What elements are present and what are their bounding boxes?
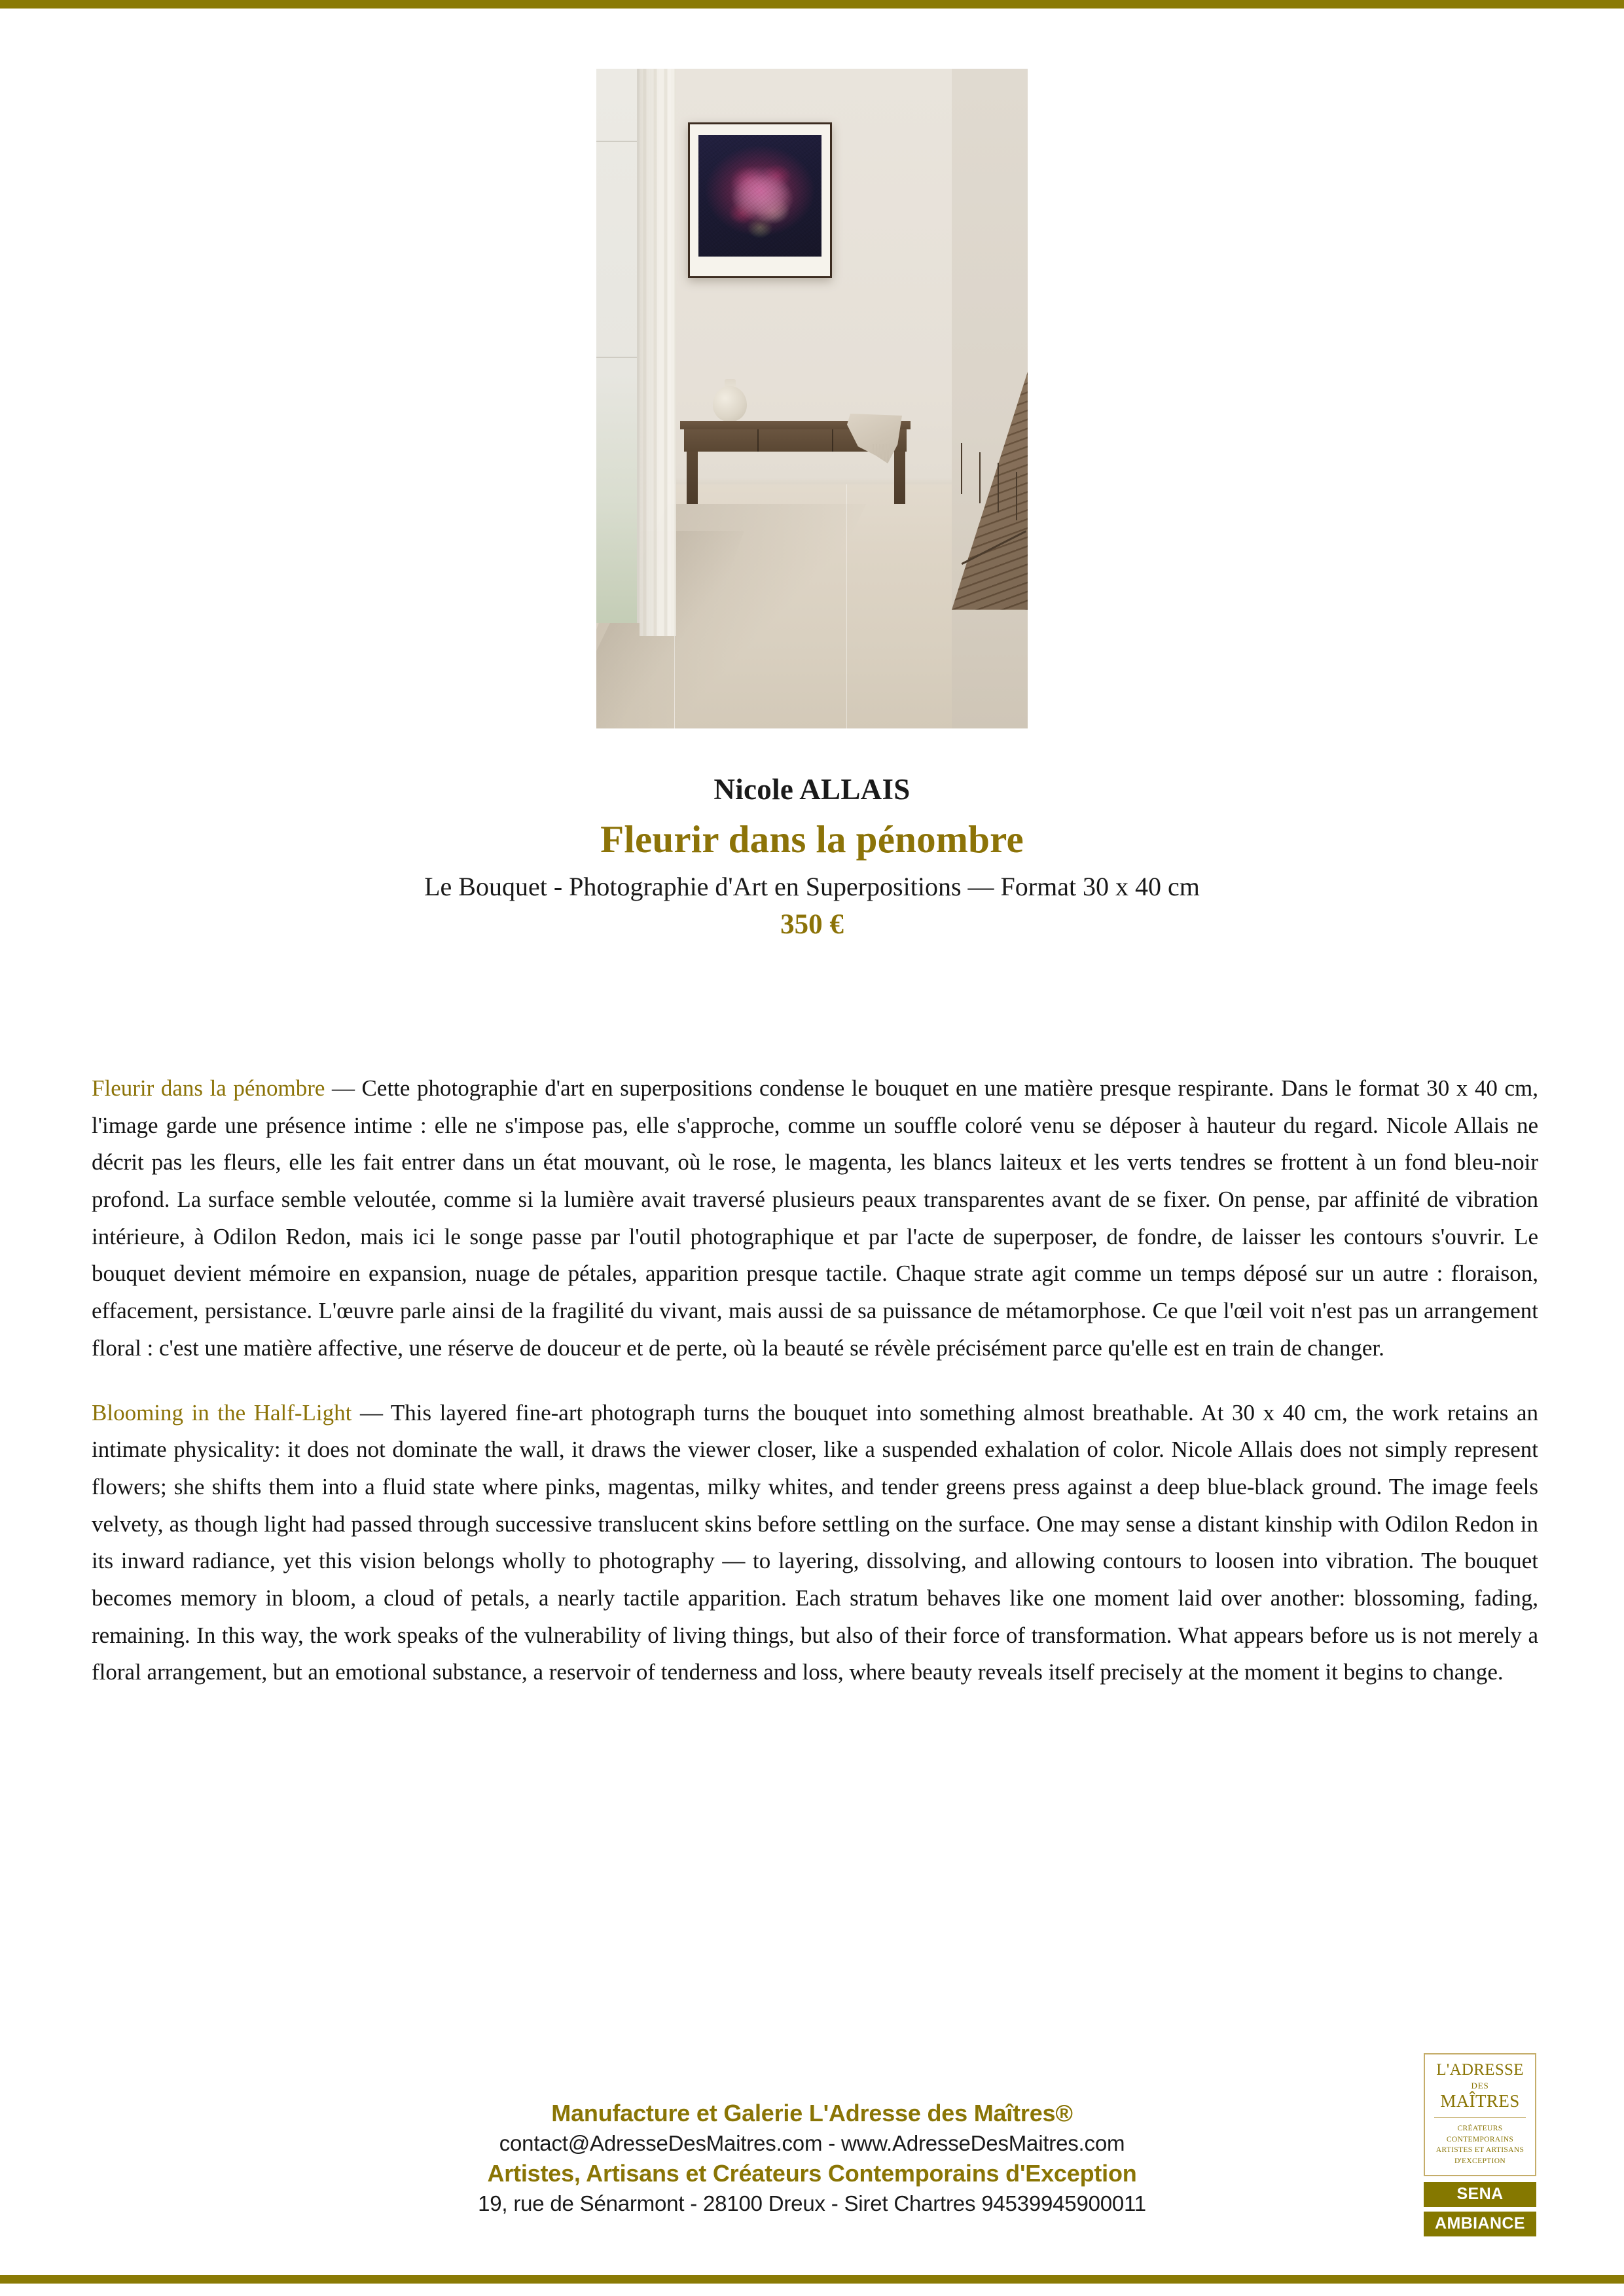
stair-baluster — [979, 452, 981, 503]
stair-baluster — [1016, 472, 1017, 520]
window — [596, 69, 641, 623]
footer-company-name: Manufacture et Galerie L'Adresse des Maîtres® — [551, 2100, 1073, 2126]
stair-wall — [952, 69, 1028, 728]
description-lede-en: Blooming in the Half-Light — [92, 1399, 352, 1426]
work-subtitle: Le Bouquet - Photographie d'Art en Superpositions — Format 30 x 40 cm — [424, 872, 1200, 901]
framed-artwork — [688, 122, 832, 278]
ceramic-vase — [713, 386, 747, 422]
bottom-gold-rule — [0, 2275, 1624, 2284]
floral-photograph — [698, 135, 821, 257]
bench-leg — [894, 452, 905, 504]
window-mullion — [596, 141, 641, 142]
work-price: 350 € — [780, 909, 844, 940]
brand-logo-divider — [1434, 2117, 1526, 2118]
description-lede-fr: Fleurir dans la pénombre — [92, 1075, 325, 1101]
sheer-curtain — [640, 69, 676, 636]
description-paragraph-en — [92, 1395, 1538, 1692]
badge-sena: SENA — [1424, 2182, 1536, 2207]
title-block — [0, 772, 1624, 941]
bench-drawer-seam — [832, 429, 833, 452]
top-gold-rule — [0, 0, 1624, 9]
footer-tagline: Artistes, Artisans et Créateurs Contemporains d'Exception — [487, 2159, 1137, 2187]
description-body-en: — This layered fine-art photograph turns the bouquet into something almost breathable. At 30 x 40 cm, the work retains an intimate physicality: it does not dominate the wall, it draws the viewer closer, like a suspended exhalation of color. Nicole Allais does not simply represent flowers; she shifts them into a fluid state where pinks, magentas, milky whites, and tender greens press against a deep blue-black ground. The image feels velvety, as though light had passed through successive translucent skins before settling on the surface. One may sense a distant kinship with Odilon Redon in its inward radiance, yet this vision belongs wholly to photography — to layering, dissolving, and allowing contours to loosen into vibration. The bouquet becomes memory in bloom, a cloud of petals, a nearly tactile apparition. Each stratum behaves like one moment laid over another: blossoming, fading, remaining. In this way, the work speaks of the vulnerability of living things, but also of their force of transformation. What appears before us is not merely a floral arrangement, but an emotional substance, a reservoir of tenderness and loss, where beauty reveals itself precisely at the moment it begins to change. — [92, 1399, 1538, 1685]
room-wall — [596, 69, 1028, 728]
description-block — [92, 1070, 1538, 1691]
brand-tagline-line1: CRÉATEURS CONTEMPORAINS — [1446, 2124, 1514, 2144]
brand-logo-line1: L'ADRESSE — [1436, 2061, 1524, 2079]
brand-logo-line2: DES — [1471, 2081, 1489, 2091]
stair-baluster — [998, 463, 999, 512]
description-paragraph-fr — [92, 1070, 1538, 1367]
artist-name: Nicole ALLAIS — [713, 773, 911, 806]
badge-ambiance: AMBIANCE — [1424, 2212, 1536, 2236]
stair-baluster — [961, 443, 962, 494]
window-mullion — [596, 357, 641, 358]
brand-logo — [1424, 2053, 1536, 2176]
brand-logo-line3: MAÎTRES — [1440, 2091, 1520, 2111]
footer-contact-links[interactable]: contact@AdresseDesMaitres.com - www.AdresseDesMaitres.com — [499, 2130, 1125, 2155]
brand-tagline-line2: ARTISTES ET ARTISANS — [1435, 2146, 1525, 2155]
work-title: Fleurir dans la pénombre — [600, 817, 1024, 861]
bench-drawer-seam — [757, 429, 759, 452]
description-body-fr: — Cette photographie d'art en superpositions condense le bouquet en une matière presque respirante. Dans le format 30 x 40 cm, l'image garde une présence intime : elle ne s'impose pas, elle s'approche, comme un souffle coloré venu se déposer à hauteur du regard. Nicole Allais ne décrit pas les fleurs, elle les fait entrer dans un état mouvant, où le rose, le magenta, les blancs laiteux et les verts tendres se frottent à un fond bleu-noir profond. La surface semble veloutée, comme si la lumière avait traversé plusieurs peaux transparentes avant de se fixer. On pense, par affinité de vibration intérieure, à Odilon Redon, mais ici le songe passe par l'outil photographique et par l'acte de superposer, de fondre, de laisser les contours s'ouvrir. Le bouquet devient mémoire en expansion, nuage de pétales, apparition presque tactile. Chaque strate agit comme un temps déposé sur un autre : floraison, effacement, persistance. L'œuvre parle ainsi de la fragilité du vivant, mais aussi de sa puissance de métamorphose. Ce que l'œil voit n'est pas un arrangement floral : c'est une matière affective, une réserve de douceur et de perte, où la beauté se révèle précisément parce qu'elle est en train de changer. — [92, 1075, 1539, 1361]
artwork-mat — [690, 124, 830, 276]
footer-address: 19, rue de Sénarmont - 28100 Dreux - Siret Chartres 94539945900011 — [478, 2191, 1146, 2215]
footer-contact-block — [0, 2098, 1624, 2218]
brand-tagline-line3: D'EXCEPTION — [1454, 2157, 1506, 2165]
bench-leg — [687, 452, 698, 504]
brand-block — [1424, 2053, 1536, 2236]
artwork-room-photo — [596, 69, 1028, 728]
